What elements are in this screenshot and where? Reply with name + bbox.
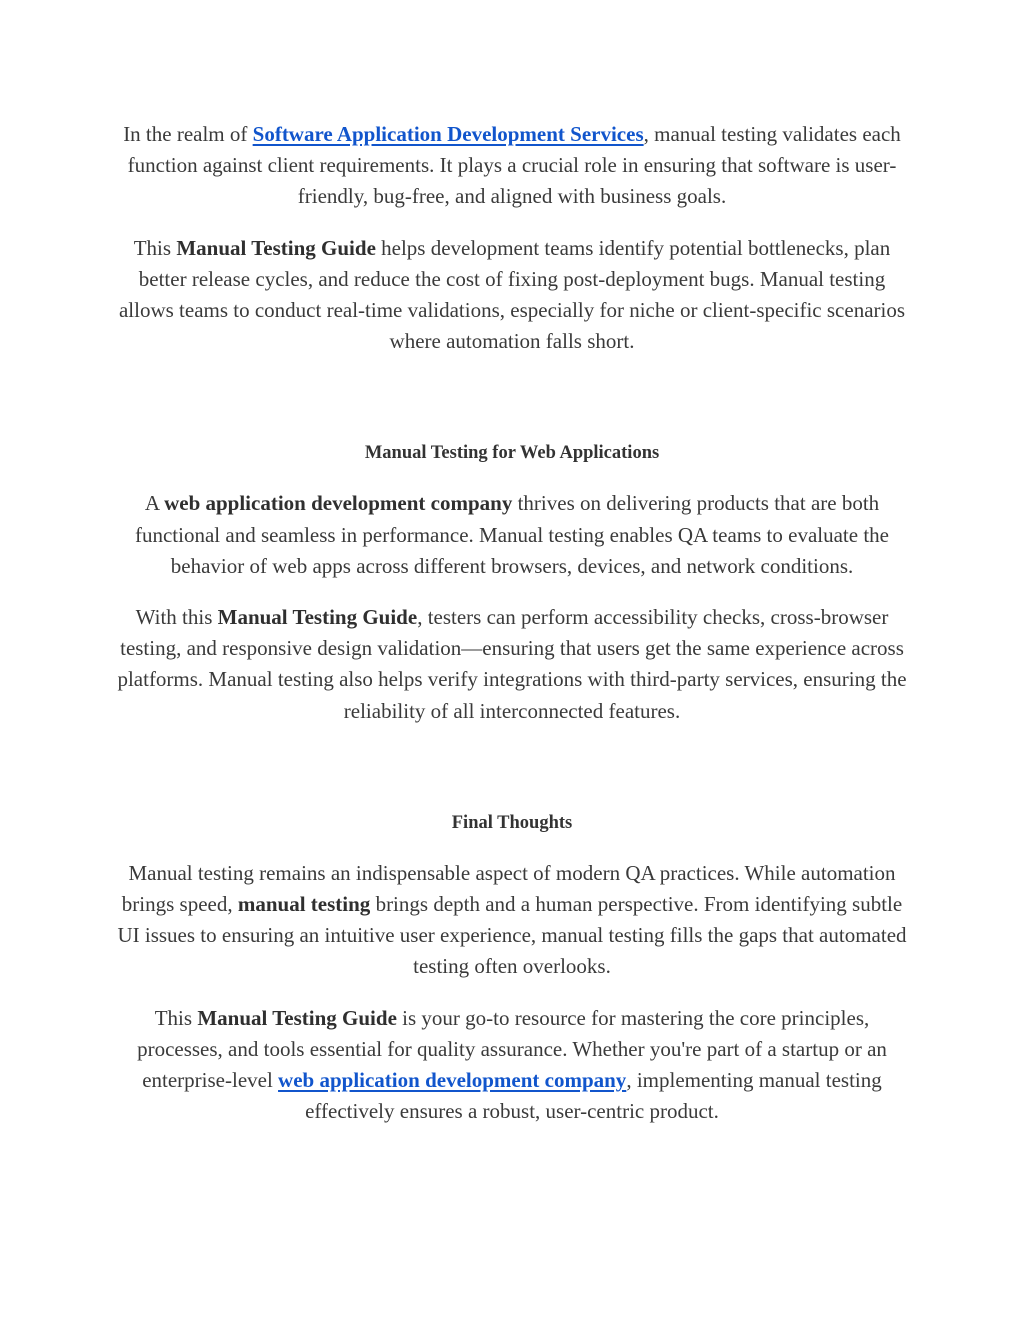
web-app-bold-term: web application development company	[164, 491, 513, 516]
testers-paragraph	[112, 602, 912, 727]
testers-bold-term: Manual Testing Guide	[217, 605, 418, 630]
web-app-paragraph	[112, 488, 912, 582]
final-text-start: Manual testing remains an indispensable aspect of modern QA practices. While automation brings speed,	[121, 860, 896, 917]
document-page	[112, 119, 912, 1127]
software-services-link[interactable]: Software Application Development Services	[252, 122, 644, 146]
section-heading-final-thoughts: Final Thoughts	[451, 812, 573, 833]
testers-text-start: With this	[135, 605, 218, 630]
closing-text-end: , implementing manual testing effectively ensures a robust, user-centric product.	[305, 1068, 882, 1124]
guide-bold-term: Manual Testing Guide	[176, 235, 376, 260]
testers-text-end: , testers can perform accessibility checks, cross-browser testing, and responsive design validation—ensuring that users get the same experience across platforms. Manual testing also helps verify integrations with third-party services, ensuring the reliability of all interconnected features.	[117, 605, 907, 723]
closing-paragraph	[112, 1003, 912, 1128]
intro-paragraph	[112, 119, 912, 213]
guide-paragraph	[112, 233, 912, 358]
intro-text-start: In the realm of	[123, 122, 253, 146]
section-heading-web-apps: Manual Testing for Web Applications	[364, 443, 660, 464]
guide-text-start: This	[133, 235, 177, 260]
closing-bold-term: Manual Testing Guide	[197, 1005, 397, 1030]
final-bold-term: manual testing	[237, 892, 371, 917]
web-app-text-end: thrives on delivering products that are both functional and seamless in performance. Manual testing enables QA teams to evaluate the behavior of web apps across different browsers, devices, and network conditions.	[134, 491, 889, 578]
final-text-end: brings depth and a human perspective. From identifying subtle UI issues to ensuring an intuitive user experience, manual testing fills the gaps that automated testing often overlooks.	[117, 892, 907, 979]
web-app-company-link[interactable]: web application development company	[278, 1068, 627, 1093]
closing-text-mid: is your go-to resource for mastering the core principles, processes, and tools essential for quality assurance. Whether you're part of a startup or an enterprise-level	[137, 1005, 887, 1093]
web-app-text-start: A	[144, 491, 165, 516]
final-paragraph	[112, 858, 912, 983]
guide-text-end: helps development teams identify potential bottlenecks, plan better release cycles, and reduce the cost of fixing post-deployment bugs. Manual testing allows teams to conduct real-time validations, especially for niche or client-specific scenarios where automation falls short.	[118, 235, 906, 354]
closing-text-start: This	[154, 1005, 198, 1030]
intro-text-end: , manual testing validates each function against client requirements. It plays a crucial role in ensuring that software is user-friendly, bug-free, and aligned with business goals.	[127, 122, 901, 209]
